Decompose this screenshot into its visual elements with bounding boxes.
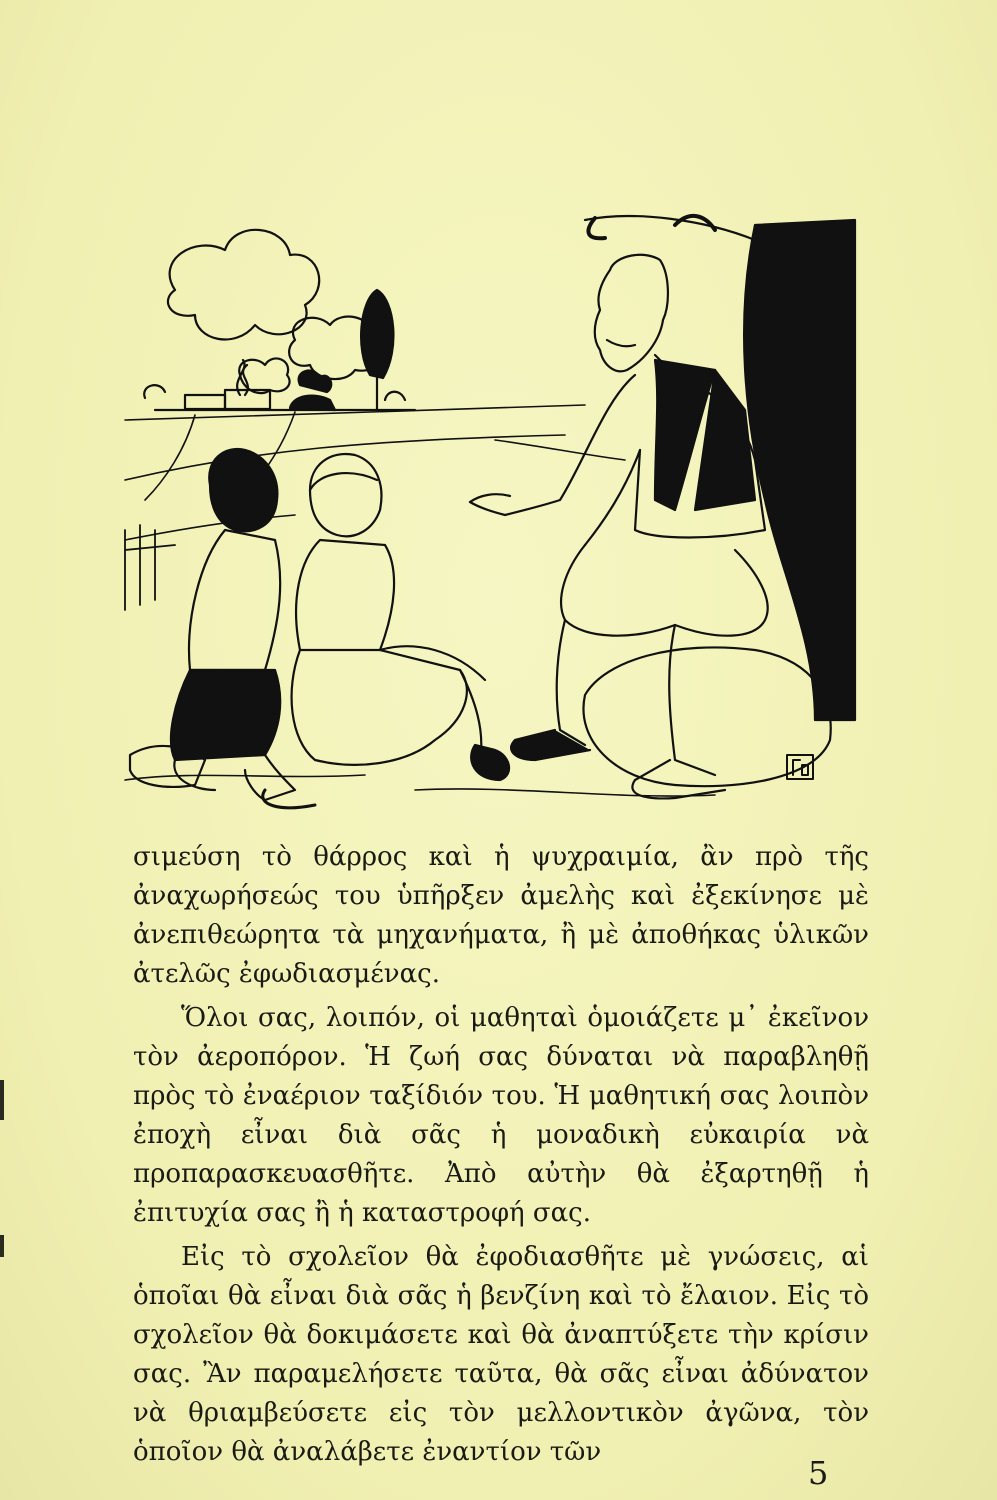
page-edge-mark xyxy=(0,1235,4,1257)
body-text xyxy=(133,838,869,1472)
cloud-illustration xyxy=(168,230,381,393)
girl xyxy=(292,454,509,780)
old-man xyxy=(470,255,768,799)
page-number: 5 xyxy=(808,1454,829,1492)
artist-signature xyxy=(787,755,813,779)
illustration-old-man-and-children xyxy=(115,200,875,810)
page-edge-mark xyxy=(0,1080,4,1120)
paragraph: Ὅλοι σας, λοιπόν, οἱ μαθηταὶ ὁμοιάζετε μ᾽ ἐκεῖνον τὸν ἀεροπόρον. Ἡ ζωή σας δύναται νὰ παραβληθῇ πρὸς τὸ ἐναέριον ταξίδιόν του. Ἡ μαθητική σας λοιπὸν ἐποχὴ εἶναι διὰ σᾶς ἡ μοναδικὴ εὐκαιρία νὰ προπαρασκευασθῆτε. Ἀπὸ αὐτὴν θὰ ἐξαρτηθῇ ἡ ἐπιτυχία σας ἢ ἡ καταστροφή σας. xyxy=(133,1003,869,1228)
boy xyxy=(130,449,315,808)
paragraph: Εἰς τὸ σχολεῖον θὰ ἐφοδιασθῆτε μὲ γνώσεις, αἱ ὁποῖαι θὰ εἶναι διὰ σᾶς ἡ βενζίνη καὶ τὸ ἔλαιον. Εἰς τὸ σχολεῖον θὰ δοκιμάσετε καὶ θὰ ἀναπτύξετε τὴν κρίσιν σας. Ἂν παραμελήσετε ταῦτα, θὰ σᾶς εἶναι ἀδύνατον νὰ θριαμβεύσετε εἰς τὸν μελλοντικὸν ἀγῶνα, τὸν ὁποῖον θὰ ἀναλάβετε ἐναντίον τῶν xyxy=(133,1242,869,1467)
paragraph: σιμεύση τὸ θάρρος καὶ ἡ ψυχραιμία, ἂν πρὸ τῆς ἀναχωρήσεώς του ὑπῆρξεν ἀμελὴς καὶ ἐξεκίνησε μὲ ἀνεπιθεώρητα τὰ μηχανήματα, ἢ μὲ ἀποθήκας ὑλικῶν ἀτελῶς ἐφωδιασμένας. xyxy=(133,842,869,989)
